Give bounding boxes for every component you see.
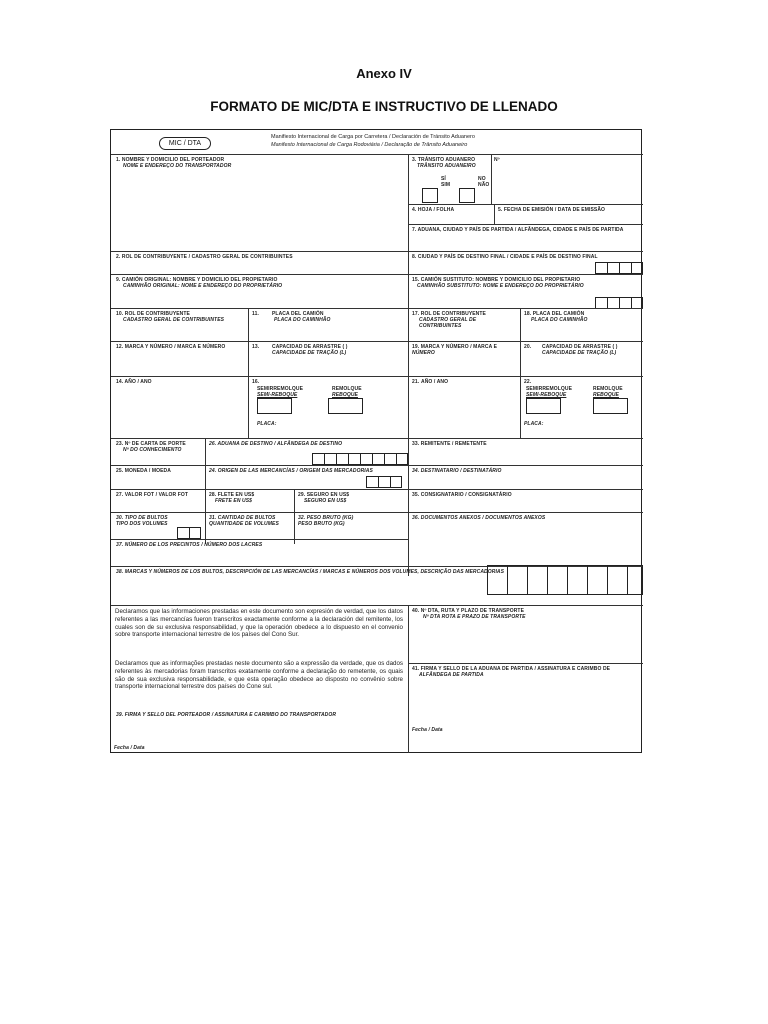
field-2-label: 2. ROL DE CONTRIBUYENTE / CADASTRO GERAL DE CONTRIBUINTES [116,254,293,260]
field-24-code-boxes[interactable] [366,476,402,488]
field-20-label-pt: CAPACIDADE DE TRAÇÃO (L) [542,350,617,356]
field-21-label: AÑO / ANO [421,379,449,385]
field-22-number: 22. [524,379,532,385]
field-14-label: 14. AÑO / ANO [116,379,152,385]
field-1-label-pt: NOME E ENDEREÇO DO TRANSPORTADOR [123,163,232,169]
col-line [520,376,521,438]
field-28-label-pt: FRETE EN US$ [215,498,253,504]
mic-dta-badge: MIC / DTA [159,137,211,150]
row-line [111,512,643,513]
row-line [408,204,643,205]
field-22-rem-label-pt: REBOQUE [593,392,619,398]
field-20-label: CAPACIDAD DE ARRASTRE ( ) [542,344,618,350]
field-24-label: 24. ORIGEN DE LAS MERCANCÍAS / ORIGEM DAS MERCADORIAS [209,468,373,474]
field-17-label: 17. ROL DE CONTRIBUYENTE [412,311,486,317]
field-17-label-pt: CADASTRO GERAL DE [419,317,477,323]
field-23-label-pt: Nº DO CONHECIMENTO [123,447,182,453]
field-39-date-label: Fecha / Data [114,745,145,751]
no-label: NO [478,176,486,182]
col-line [520,308,521,341]
field-16-number: 16. [252,379,260,385]
field-11-label-pt: PLACA DO CAMINHÃO [274,317,331,323]
col-line [408,605,409,753]
field-4-label: 4. HOJA / FOLHA [412,207,455,213]
header-pt: Manifesto Internacional de Carga Rodoviária / Declaração de Trânsito Aduaneiro [271,142,468,148]
annex-title: Anexo IV [356,66,412,81]
field-19-label: 19. MARCA Y NÚMERO / MARCA E [412,344,498,350]
field-32-label: 32. PESO BRUTO (KG) [298,515,354,521]
field-16-semi-checkbox[interactable] [257,398,292,414]
field-40-label: 40. Nº DTA, RUTA Y PLAZO DE TRANSPORTE [412,608,525,614]
field-34-label: 34. DESTINATARIO / DESTINATÁRIO [412,468,502,474]
field-16-rem-label-pt: REBOQUE [332,392,358,398]
field-41-label: 41. FIRMA Y SELLO DE LA ADUANA DE PARTIDA / ASSINATURA E CARIMBO DE [412,666,611,672]
field-31-label-pt: QUANTIDADE DE VOLUMES [209,521,279,527]
field-40-label-pt: Nº DTA ROTA E PRAZO DE TRANSPORTE [423,614,526,620]
field-13-number: 13. [252,344,260,350]
field-16-rem-checkbox[interactable] [328,398,363,414]
field-5-label: 5. FECHA DE EMISIÓN / DATA DE EMISSÃO [498,207,606,213]
field-27-label: 27. VALOR FOT / VALOR FOT [116,492,189,498]
field-26-label: 26. ADUANA DE DESTINO / ALFÂNDEGA DE DESTINO [209,441,343,447]
page-heading: FORMATO DE MIC/DTA E INSTRUCTIVO DE LLENADO [210,99,558,114]
field-41-label-pt: ALFÂNDEGA DE PARTIDA [419,672,484,678]
row-line [111,438,643,439]
field-30-label-pt: TIPO DOS VOLUMES [116,521,168,527]
field-9-label-pt: CAMINHÃO ORIGINAL: NOME E ENDEREÇO DO PROPRIETÁRIO [123,283,283,289]
field-17-label-pt2: CONTRIBUINTES [419,323,462,329]
row-line [111,308,643,309]
field-21-number: 21. [412,379,420,385]
field-28-label: 28. FLETE EN US$ [209,492,255,498]
field-16-rem-label: REMOLQUE [332,386,362,392]
row-line [111,251,643,252]
field-15-label-pt: CAMINHÃO SUBSTITUTO: NOME E ENDEREÇO DO PROPRIETÁRIO [417,283,584,289]
row-line [111,539,408,540]
field-3-divider [491,154,492,204]
field-3-number-label: Nº [494,157,500,163]
row-line [408,224,643,225]
col-line [248,341,249,376]
field-32-label-pt: PESO BRUTO (KG) [298,521,345,527]
field-19-label-pt: NÚMERO [412,350,435,356]
row-line [111,341,643,342]
field-10-label-pt: CADASTRO GERAL DE CONTRIBUINTES [123,317,225,323]
field-16-placa-label: PLACA: [257,421,277,427]
no-label-pt: NÃO [478,182,490,188]
declaration-pt: Declaramos que as informações prestadas neste documento são a expressão da verdade, que os dados referentes às mercadorias foram transcritos exatamente conforme a declaração do remetente, os quais são de sua exclusiva responsabilidade, e que esta operação obedece ao disposto no convênio sobre transporte internacional terrestre dos países do Cone sul. [115,660,403,691]
col-line [248,376,249,438]
field-22-rem-label: REMOLQUE [593,386,623,392]
field-36-label: 36. DOCUMENTOS ANEXOS / DOCUMENTOS ANEXOS [412,515,546,521]
row-line [408,663,643,664]
field-29-label-pt: SEGURO EN US$ [304,498,347,504]
field-20-number: 20. [524,344,532,350]
row-line [111,376,643,377]
row-line [111,489,643,490]
field-13-label-pt: CAPACIDADE DE TRAÇÃO (L) [272,350,347,356]
field-22-semi-checkbox[interactable] [526,398,561,414]
field-12-label: 12. MARCA Y NÚMERO / MARCA E NÚMERO [116,344,226,350]
field-38-label: 38. MARCAS Y NÚMEROS DE LOS BULTOS, DESCRIPCIÓN DE LAS MERCANCÍAS / MARCAS E NÚMEROS DOS VOLUMES, DESCRIÇÃO DAS MERCADORIAS [116,569,505,575]
field-11-label: PLACA DEL CAMIÓN [272,311,324,317]
field-18-label: 18. PLACA DEL CAMIÓN [524,311,585,317]
field-3-label: 3. TRÁNSITO ADUANERO [412,157,476,163]
field-31-label: 31. CANTIDAD DE BULTOS [209,515,276,521]
col-line [494,204,495,224]
declaration-es: Declaramos que las informaciones prestadas en este documento son expresión de verdad, que los datos referentes a las mercancías fueron transcritos exactamente conforme a la declaración del remitente, los cuales son de su exclusiva responsabilidad, y que la operación obedece a lo dispuesto en el convenio sobre transporte internacional terrestre de los países del Cono Sur. [115,608,403,639]
field-7-label: 7. ADUANA, CIUDAD Y PAÍS DE PARTIDA / ALFÂNDEGA, CIDADE E PAÍS DE PARTIDA [412,227,624,233]
field-33-label: 33. REMITENTE / REMETENTE [412,441,487,447]
field-29-label: 29. SEGURO EN US$ [298,492,350,498]
field-8-code-boxes[interactable] [595,262,643,274]
field-26-code-boxes[interactable] [312,453,408,465]
field-30-label: 30. TIPO DE BULTOS [116,515,168,521]
field-30-code-boxes[interactable] [177,527,201,539]
row-line [111,605,643,606]
field-22-placa-label: PLACA: [524,421,544,427]
field-38-code-boxes[interactable] [487,565,643,595]
field-1-label: 1. NOMBRE Y DOMICILIO DEL PORTEADOR [116,157,225,163]
field-3-label-pt: TRÂNSITO ADUANEIRO [417,163,476,169]
field-35-label: 35. CONSIGNATARIO / CONSIGNATÁRIO [412,492,512,498]
field-8-label: 8. CIUDAD Y PAÍS DE DESTINO FINAL / CIDADE E PAÍS DE DESTINO FINAL [412,254,598,260]
field-39-label: 39. FIRMA Y SELLO DEL PORTEADOR / ASSINATURA E CARIMBO DO TRANSPORTADOR [116,712,337,718]
field-41-date-label: Fecha / Data [412,727,443,733]
field-25-label: 25. MONEDA / MOEDA [116,468,171,474]
field-11-number: 11. [252,311,259,317]
header-es: Manifiesto Internacional de Carga por Carretera / Declaración de Tránsito Aduanero [271,134,475,140]
field-23-label: 23. Nº DE CARTA DE PORTE [116,441,186,447]
field-18-label-pt: PLACA DO CAMINHÃO [531,317,588,323]
row-line [111,465,643,466]
field-37-label: 37. NÚMERO DE LOS PRECINTOS / NÚMERO DOS LACRES [116,542,263,548]
field-9-label: 9. CAMIÓN ORIGINAL: NOMBRE Y DOMICILIO DEL PROPIETARIO [116,277,278,283]
row-line [111,274,643,275]
col-line [248,308,249,341]
field-16-semi-label-pt: SEMI-REBOQUE [257,392,298,398]
header-divider [111,154,643,155]
col-line [205,438,206,544]
transit-no-checkbox[interactable] [459,188,475,203]
yes-label: SÍ [441,176,446,182]
col-line [294,489,295,544]
field-10-label: 10. ROL DE CONTRIBUYENTE [116,311,190,317]
transit-yes-checkbox[interactable] [422,188,438,203]
mic-dta-form [110,129,642,753]
yes-label-pt: SIM [441,182,451,188]
field-22-rem-checkbox[interactable] [593,398,628,414]
field-15-label: 15. CAMIÓN SUSTITUTO: NOMBRE Y DOMICILIO DEL PROPIETARIO [412,277,581,283]
field-16-semi-label: SEMIRREMOLQUE [257,386,304,392]
col-line [520,341,521,376]
field-22-semi-label: SEMIRREMOLQUE [526,386,573,392]
field-22-semi-label-pt: SEMI-REBOQUE [526,392,567,398]
field-13-label: CAPACIDAD DE ARRASTRE ( ) [272,344,348,350]
